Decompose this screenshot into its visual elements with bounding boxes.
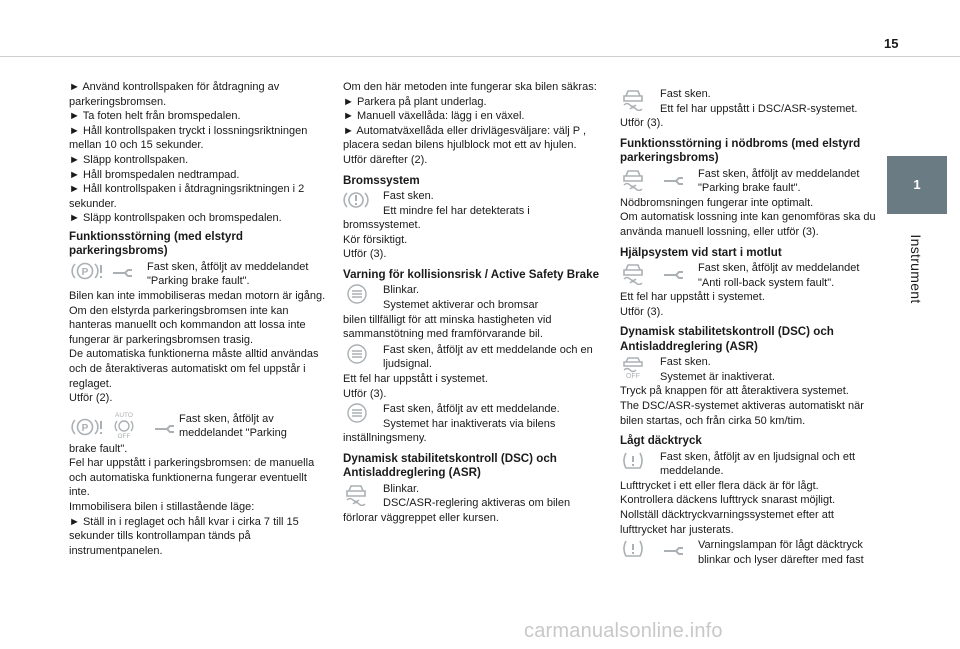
page-number: 15 <box>884 36 899 51</box>
body-text: Ett fel har uppstått i systemet. Utför (3). <box>343 372 488 400</box>
body-text: bilen tillfälligt för att minska hastigheten vid sammanstötning med framförvarande bil. <box>343 313 552 341</box>
warning-desc: Varningslampan för lågt däcktryck blinkar och lyser därefter med fast <box>698 539 864 566</box>
heading-dsc: Dynamisk stabilitetskontroll (DSC) och Antisladdreglering (ASR) <box>620 325 834 353</box>
body-text: Om den här metoden inte fungerar ska bilen säkras: <box>343 81 597 93</box>
warning-desc: Fast sken, åtföljt av meddelandet "Parking brake fault". <box>698 167 860 195</box>
step: ► Släpp kontrollspaken och bromspedalen. <box>69 212 282 225</box>
warning-row <box>620 261 878 290</box>
warning-desc: Blinkar. Systemet aktiverar och bromsar <box>383 284 539 311</box>
auto-off-icon <box>109 412 139 442</box>
warning-desc: Fast sken, åtföljt av meddelandet "Anti roll-back system fault". <box>698 261 860 289</box>
header-rule <box>0 56 960 57</box>
body-text: Nödbromsningen fungerar inte optimalt. Om automatisk lossning inte kan genomföras ska du använda manuell lossning, eller utför (3). <box>620 196 876 238</box>
svg-text:P: P <box>81 422 89 434</box>
tyre-pressure-icon <box>620 538 646 560</box>
wrench-icon <box>111 264 133 278</box>
skidding-car-icon <box>620 261 646 285</box>
warning-desc: Fast sken, åtföljt av meddelandet "Parking <box>179 412 287 440</box>
warning-row <box>343 189 601 218</box>
body-text: Ett fel har uppstått i systemet. Utför (3). <box>620 291 765 318</box>
body-text: Bilen kan inte immobiliseras medan motorn är igång. Om den elstyrda parkeringsbromsen inte kan hanteras manuellt och kommandon att lossa inte fungerar är parkeringsbromsen trasig. De automatiska funktionerna måste alltid användas och de återaktiveras automatiskt om fel uppstår i reglaget. Utför (2). <box>69 289 326 405</box>
body-text: Utför (3). <box>620 117 664 130</box>
step: ► Håll kontrollspaken i åtdragningsriktningen i 2 sekunder. <box>69 183 305 210</box>
heading-collision: Varning för kollisionsrisk / Active Safety Brake <box>343 267 600 281</box>
warning-row <box>620 450 878 479</box>
warning-desc: Fast sken. Systemet är inaktiverat. <box>660 356 775 383</box>
heading-dsc: Dynamisk stabilitetskontroll (DSC) och Antisladdreglering (ASR) <box>343 451 557 480</box>
collision-warning-icon <box>343 283 371 305</box>
skidding-car-icon <box>620 167 646 191</box>
step: ► Håll bromspedalen nedtrampad. <box>69 168 240 181</box>
warning-desc: Fast sken, åtföljt av en ljudsignal och ett meddelande. <box>660 450 856 478</box>
warning-desc: Fast sken, åtföljt av meddelandet "Parking brake fault". <box>147 260 309 288</box>
wrench-icon <box>662 172 684 186</box>
dsc-off-icon <box>620 355 646 380</box>
warning-row <box>69 260 327 289</box>
parking-brake-fault-icon <box>69 260 105 282</box>
off-label: OFF <box>626 373 640 381</box>
heading-hill-start: Hjälpsystem vid start i motlut <box>620 245 782 259</box>
step: ► Manuell växellåda: lägg i en växel. <box>343 110 525 123</box>
wrench-icon <box>662 266 684 280</box>
tyre-pressure-icon <box>620 450 646 472</box>
body-text: inställningsmeny. <box>343 432 427 445</box>
skidding-car-icon <box>620 87 646 111</box>
warning-row <box>343 343 601 372</box>
svg-text:P: P <box>81 266 89 278</box>
warning-desc: Blinkar. DSC/ASR-reglering aktiveras om bilen <box>383 482 571 510</box>
warning-row <box>343 402 601 431</box>
heading-brake-system: Bromssystem <box>343 173 420 187</box>
warning-row <box>343 283 601 312</box>
step: ► Ställ in i reglaget och håll kvar i cirka 7 till 15 sekunder tills kontrollampan tänds på instrumentpanelen. <box>69 515 299 557</box>
auto-label: AUTO <box>115 411 133 419</box>
column-2 <box>343 80 601 525</box>
warning-row <box>620 87 878 116</box>
warning-desc: Fast sken, åtföljt av ett meddelande. Systemet har inaktiverats via bilens <box>383 403 560 430</box>
warning-row <box>620 538 878 567</box>
body-text: Tryck på knappen för att återaktivera systemet. The DSC/ASR-systemet aktiveras automatiskt när bilen startas, och från cirka 50 km/tim. <box>620 385 864 427</box>
chapter-label <box>886 214 946 324</box>
chapter-label-text: Instrument <box>908 234 924 304</box>
off-label: OFF <box>117 432 131 440</box>
body-text: bromssystemet. Kör försiktigt. Utför (3). <box>343 219 421 261</box>
parking-brake-fault-icon <box>69 416 105 438</box>
wrench-icon <box>153 420 175 434</box>
chapter-tab[interactable]: 1 <box>887 156 947 214</box>
collision-off-icon <box>343 402 371 424</box>
warning-row <box>620 167 878 196</box>
brake-warning-icon <box>343 189 369 211</box>
step: ► Automatväxellåda eller drivlägesväljare: välj P , placera sedan bilens hjulblock mot ett av hjulen. <box>343 124 587 152</box>
collision-warning-icon <box>343 343 371 365</box>
warning-row <box>69 412 327 442</box>
skidding-car-icon <box>343 482 369 506</box>
body-text: brake fault". <box>69 442 128 455</box>
warning-row <box>620 355 878 384</box>
step: ► Ta foten helt från bromspedalen. <box>69 110 241 123</box>
warning-desc: Fast sken. Ett mindre fel har detekterats i <box>383 189 530 217</box>
warning-row <box>343 482 601 511</box>
column-3 <box>620 86 878 567</box>
watermark[interactable]: carmanualsonline.info <box>524 620 723 642</box>
heading-emergency-brake: Funktionsstörning i nödbroms (med elstyrd parkeringsbroms) <box>620 136 861 165</box>
heading-tyre-pressure: Lågt däcktryck <box>620 434 702 448</box>
step: ► Parkera på plant underlag. <box>343 95 487 108</box>
body-text: Lufttrycket i ett eller flera däck är för lågt. Kontrollera däckens lufttryck snarast möjligt. Nollställ däcktryckvarningssystemet efter att lufttrycket har justerats. <box>620 479 836 536</box>
step: ► Håll kontrollspaken tryckt i lossningsriktningen mellan 10 och 15 sekunder. <box>69 124 308 152</box>
heading-parking-fault: Funktionsstörning (med elstyrd parkeringsbroms) <box>69 229 243 258</box>
wrench-icon <box>662 542 684 556</box>
step: ► Använd kontrollspaken för åtdragning av parkeringsbromsen. <box>69 81 280 108</box>
step: ► Släpp kontrollspaken. <box>69 153 189 166</box>
body-text: förlorar väggreppet eller kursen. <box>343 511 499 524</box>
body-text: Fel har uppstått i parkeringsbromsen: de manuella och automatiska funktionerna fungerar eventuellt inte. Immobilisera bilen i stillastående läge: <box>69 457 315 514</box>
warning-desc: Fast sken, åtföljt av ett meddelande och en ljudsignal. <box>383 343 593 371</box>
column-1 <box>69 80 327 558</box>
warning-desc: Fast sken. Ett fel har uppstått i DSC/ASR-systemet. <box>660 88 858 115</box>
body-text: Utför därefter (2). <box>343 153 428 166</box>
